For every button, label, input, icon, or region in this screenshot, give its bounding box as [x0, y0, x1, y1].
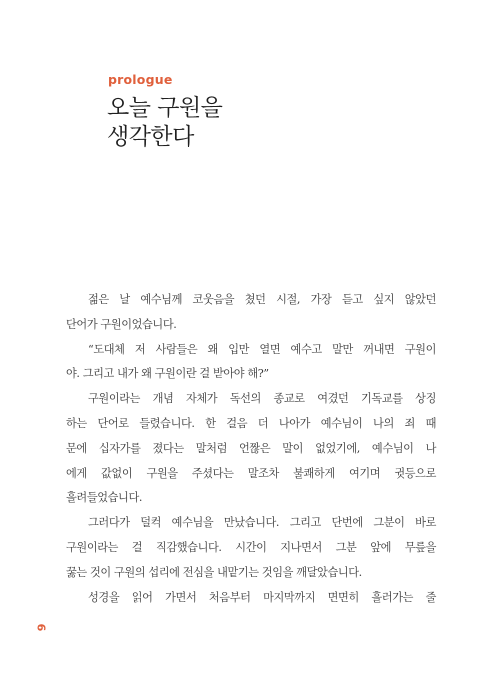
paragraph: [66, 511, 436, 585]
text-line: 하는 단어로 들렸습니다. 한 걸음 더 나아가 예수님이 나의 죄 때: [66, 416, 436, 430]
text-line: 단어가 구원이었습니다.: [66, 317, 177, 331]
text-line: 흘려들었습니다.: [66, 491, 143, 505]
text-line: 에게 값없이 구원을 주셨다는 말조차 불쾌하게 여기며 귓등으로: [66, 466, 436, 480]
page-number: 6: [34, 623, 48, 632]
text-line: 문에 십자가를 졌다는 말처럼 언짢은 말이 없었기에, 예수님이 나: [66, 441, 436, 455]
text-line: 야. 그리고 내가 왜 구원이란 걸 받아야 해?”: [66, 367, 269, 381]
text-line: 성경을 읽어 가면서 처음부터 마지막까지 면면히 흘러가는 줄: [88, 590, 436, 604]
text-line: “도대체 저 사람들은 왜 입만 열면 예수고 말만 꺼내면 구원이: [88, 342, 436, 356]
body-text: [66, 288, 436, 610]
chapter-title-line: 오늘 구원을: [107, 95, 223, 121]
text-line: 구원이라는 개념 자체가 독선의 종교로 여겼던 기독교를 상징: [88, 392, 436, 406]
paragraph: [66, 387, 436, 511]
chapter-title-line: 생각한다: [107, 124, 194, 150]
chapter-title: [107, 94, 222, 152]
paragraph: [66, 288, 436, 338]
text-line: 구원이라는 걸 직감했습니다. 시간이 지나면서 그분 앞에 무릎을: [66, 540, 436, 554]
paragraph: [66, 338, 436, 388]
text-line: 꿇는 것이 구원의 섭리에 전심을 내맡기는 것임을 깨달았습니다.: [66, 565, 362, 579]
section-label: prologue: [108, 72, 173, 87]
text-line: 그러다가 덜컥 예수님을 만났습니다. 그리고 단번에 그분이 바로: [88, 516, 436, 530]
text-line: 젊은 날 예수님께 코웃음을 쳤던 시절, 가장 듣고 싶지 않았던: [88, 293, 436, 306]
paragraph: [66, 586, 436, 611]
